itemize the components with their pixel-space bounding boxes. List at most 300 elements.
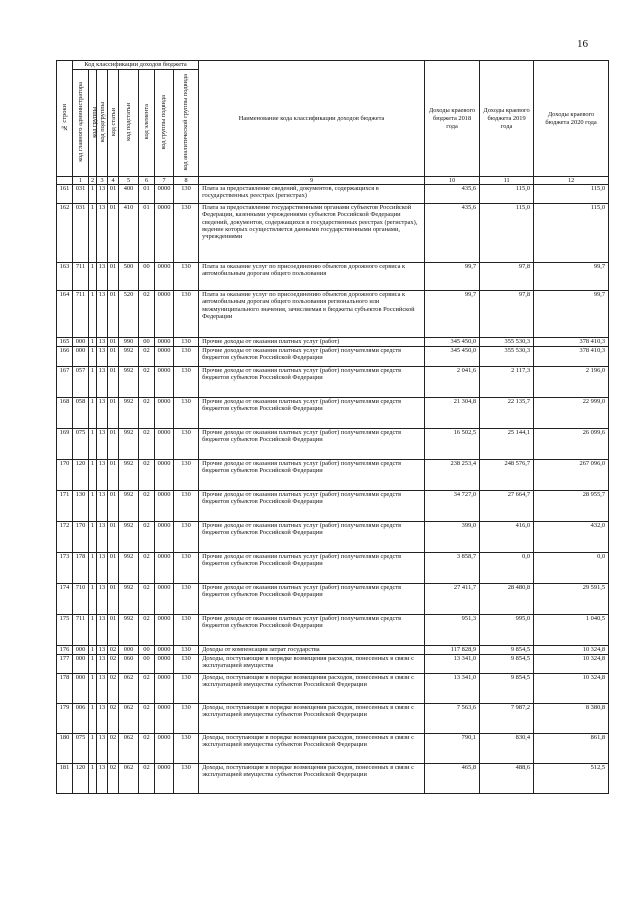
- value-2020: 512,5: [534, 764, 609, 794]
- table-row: [57, 204, 609, 263]
- code-cell: 13: [97, 398, 108, 429]
- col-num: 11: [480, 177, 534, 185]
- value-2018: 951,3: [425, 615, 480, 646]
- value-2019: 0,0: [480, 553, 534, 584]
- code-cell: 13: [97, 522, 108, 553]
- code-cell: 120: [73, 460, 89, 491]
- code-cell: 02: [139, 522, 155, 553]
- col-num: 10: [425, 177, 480, 185]
- row-number: 166: [57, 347, 73, 367]
- value-2020: 10 324,8: [534, 655, 609, 674]
- value-2020: 115,0: [534, 204, 609, 263]
- code-cell: 060: [119, 655, 139, 674]
- header-subtype-group-code: код группы подвида: [155, 70, 174, 177]
- code-cell: 130: [174, 429, 199, 460]
- table-row: [57, 347, 609, 367]
- code-cell: 057: [73, 367, 89, 398]
- code-cell: 031: [73, 185, 89, 204]
- header-admin-code: код главного администратора: [73, 70, 89, 177]
- value-2018: 99,7: [425, 263, 480, 291]
- code-cell: 00: [139, 646, 155, 655]
- code-cell: 13: [97, 460, 108, 491]
- value-2020: 10 324,8: [534, 674, 609, 704]
- code-cell: 992: [119, 491, 139, 522]
- code-cell: 02: [108, 764, 119, 794]
- code-cell: 01: [108, 615, 119, 646]
- table-row: [57, 263, 609, 291]
- code-cell: 062: [119, 674, 139, 704]
- table-body: [57, 185, 609, 794]
- code-cell: 13: [97, 429, 108, 460]
- value-2019: 830,4: [480, 734, 534, 764]
- value-2019: 115,0: [480, 185, 534, 204]
- code-cell: 02: [108, 734, 119, 764]
- code-cell: 130: [174, 491, 199, 522]
- income-name: Прочие доходы от оказания платных услуг (работ) получателями средств бюджетов субъектов Российской Федерации: [199, 347, 425, 367]
- row-number: 162: [57, 204, 73, 263]
- code-cell: 006: [73, 704, 89, 734]
- code-cell: 13: [97, 338, 108, 347]
- code-cell: 130: [174, 347, 199, 367]
- value-2019: 9 854,5: [480, 646, 534, 655]
- income-name: Доходы, поступающие в порядке возмещения расходов, понесенных в связи с эксплуатацией имущества субъектов Российской Федерации: [199, 674, 425, 704]
- code-cell: 000: [73, 338, 89, 347]
- row-number: 168: [57, 398, 73, 429]
- value-2018: 27 411,7: [425, 584, 480, 615]
- code-cell: 400: [119, 185, 139, 204]
- code-cell: 1: [89, 655, 97, 674]
- table-row: [57, 734, 609, 764]
- code-cell: 02: [139, 347, 155, 367]
- code-cell: 992: [119, 347, 139, 367]
- code-cell: 178: [73, 553, 89, 584]
- code-cell: 13: [97, 674, 108, 704]
- column-numbering-row: [57, 177, 609, 185]
- code-cell: 130: [174, 338, 199, 347]
- code-cell: 130: [174, 398, 199, 429]
- code-cell: 0000: [155, 553, 174, 584]
- code-cell: 0000: [155, 734, 174, 764]
- col-num: [57, 177, 73, 185]
- value-2020: 99,7: [534, 263, 609, 291]
- value-2020: 115,0: [534, 185, 609, 204]
- row-number: 170: [57, 460, 73, 491]
- code-cell: 1: [89, 734, 97, 764]
- value-2019: 2 117,3: [480, 367, 534, 398]
- value-2019: 248 576,7: [480, 460, 534, 491]
- code-cell: 1: [89, 764, 97, 794]
- code-cell: 130: [174, 655, 199, 674]
- value-2020: 22 999,0: [534, 398, 609, 429]
- row-number: 179: [57, 704, 73, 734]
- code-cell: 01: [108, 429, 119, 460]
- income-name: Доходы, поступающие в порядке возмещения расходов, понесенных в связи с эксплуатацией имущества: [199, 655, 425, 674]
- code-cell: 1: [89, 522, 97, 553]
- code-cell: 01: [108, 491, 119, 522]
- value-2019: 9 854,5: [480, 674, 534, 704]
- value-2018: 13 341,0: [425, 655, 480, 674]
- code-cell: 02: [108, 704, 119, 734]
- code-cell: 02: [139, 584, 155, 615]
- code-cell: 13: [97, 347, 108, 367]
- value-2019: 28 480,8: [480, 584, 534, 615]
- code-cell: 130: [174, 615, 199, 646]
- value-2018: 34 727,0: [425, 491, 480, 522]
- code-cell: 130: [174, 646, 199, 655]
- value-2018: 435,6: [425, 185, 480, 204]
- code-cell: 130: [174, 367, 199, 398]
- code-cell: 02: [139, 674, 155, 704]
- code-cell: 02: [108, 646, 119, 655]
- value-2019: 488,6: [480, 764, 534, 794]
- table-row: [57, 522, 609, 553]
- code-cell: 1: [89, 553, 97, 584]
- code-cell: 992: [119, 584, 139, 615]
- code-cell: 01: [139, 204, 155, 263]
- page-number: 16: [577, 38, 588, 50]
- code-cell: 1: [89, 185, 97, 204]
- code-cell: 000: [73, 674, 89, 704]
- code-cell: 130: [174, 584, 199, 615]
- value-2018: 3 858,7: [425, 553, 480, 584]
- code-cell: 992: [119, 429, 139, 460]
- code-cell: 13: [97, 584, 108, 615]
- table-row: [57, 367, 609, 398]
- header-group-code: код группы: [89, 70, 97, 177]
- code-cell: 1: [89, 584, 97, 615]
- code-cell: 13: [97, 204, 108, 263]
- header-analytic-group-code: код аналитической группы подвида: [174, 70, 199, 177]
- income-name: Прочие доходы от оказания платных услуг (работ) получателями средств бюджетов субъектов Российской Федерации: [199, 615, 425, 646]
- code-cell: 1: [89, 646, 97, 655]
- table-row: [57, 460, 609, 491]
- code-cell: 1: [89, 263, 97, 291]
- header-classification-group: Код классификации доходов бюджета: [73, 61, 199, 70]
- code-cell: 992: [119, 367, 139, 398]
- code-cell: 13: [97, 646, 108, 655]
- col-num: 5: [119, 177, 139, 185]
- code-cell: 130: [174, 734, 199, 764]
- table-row: [57, 553, 609, 584]
- income-name: Прочие доходы от оказания платных услуг (работ) получателями средств бюджетов субъектов Российской Федерации: [199, 553, 425, 584]
- code-cell: 710: [73, 584, 89, 615]
- value-2020: 29 591,5: [534, 584, 609, 615]
- row-number: 165: [57, 338, 73, 347]
- value-2018: 7 563,6: [425, 704, 480, 734]
- code-cell: 410: [119, 204, 139, 263]
- code-cell: 130: [174, 460, 199, 491]
- code-cell: 0000: [155, 338, 174, 347]
- col-num: 6: [139, 177, 155, 185]
- code-cell: 0000: [155, 185, 174, 204]
- code-cell: 130: [174, 185, 199, 204]
- code-cell: 711: [73, 291, 89, 338]
- income-name: Доходы от компенсации затрат государства: [199, 646, 425, 655]
- code-cell: 13: [97, 367, 108, 398]
- value-2018: 790,1: [425, 734, 480, 764]
- value-2020: 26 099,6: [534, 429, 609, 460]
- code-cell: 02: [139, 291, 155, 338]
- code-cell: 062: [119, 764, 139, 794]
- income-name: Прочие доходы от оказания платных услуг (работ) получателями средств бюджетов субъектов Российской Федерации: [199, 460, 425, 491]
- code-cell: 02: [139, 491, 155, 522]
- value-2020: 28 955,7: [534, 491, 609, 522]
- code-cell: 0000: [155, 584, 174, 615]
- code-cell: 02: [139, 615, 155, 646]
- table-row: [57, 674, 609, 704]
- value-2018: 399,0: [425, 522, 480, 553]
- code-cell: 1: [89, 674, 97, 704]
- value-2018: 13 341,0: [425, 674, 480, 704]
- code-cell: 1: [89, 398, 97, 429]
- value-2019: 9 854,5: [480, 655, 534, 674]
- income-name: Плата за предоставление государственными органами субъектов Российской Федерации, казенными учреждениями субъектов Российской Федерации сведений, документов, содержащихся в государственных реестрах (регистрах), ведение которых осуществляется данными государственными органами, учреждениями: [199, 204, 425, 263]
- row-number: 180: [57, 734, 73, 764]
- code-cell: 000: [73, 646, 89, 655]
- income-name: Прочие доходы от оказания платных услуг (работ) получателями средств бюджетов субъектов Российской Федерации: [199, 491, 425, 522]
- value-2018: 435,6: [425, 204, 480, 263]
- code-cell: 0000: [155, 263, 174, 291]
- code-cell: 992: [119, 553, 139, 584]
- code-cell: 01: [108, 398, 119, 429]
- table-row: [57, 429, 609, 460]
- table-row: [57, 704, 609, 734]
- code-cell: 000: [73, 347, 89, 367]
- code-cell: 01: [108, 338, 119, 347]
- code-cell: 120: [73, 764, 89, 794]
- income-name: Прочие доходы от оказания платных услуг (работ): [199, 338, 425, 347]
- code-cell: 13: [97, 263, 108, 291]
- value-2019: 995,0: [480, 615, 534, 646]
- code-cell: 1: [89, 291, 97, 338]
- header-2019: Доходы краевого бюджета 2019 года: [480, 61, 534, 177]
- code-cell: 0000: [155, 615, 174, 646]
- income-name: Прочие доходы от оказания платных услуг (работ) получателями средств бюджетов субъектов Российской Федерации: [199, 398, 425, 429]
- code-cell: 01: [108, 185, 119, 204]
- income-name: Доходы, поступающие в порядке возмещения расходов, понесенных в связи с эксплуатацией имущества субъектов Российской Федерации: [199, 704, 425, 734]
- code-cell: 000: [119, 646, 139, 655]
- code-cell: 00: [139, 338, 155, 347]
- code-cell: 075: [73, 734, 89, 764]
- code-cell: 992: [119, 398, 139, 429]
- value-2020: 2 196,0: [534, 367, 609, 398]
- code-cell: 0000: [155, 367, 174, 398]
- code-cell: 130: [174, 204, 199, 263]
- code-cell: 02: [139, 704, 155, 734]
- code-cell: 130: [174, 704, 199, 734]
- code-cell: 130: [174, 674, 199, 704]
- row-number: 173: [57, 553, 73, 584]
- code-cell: 0000: [155, 522, 174, 553]
- value-2018: 16 502,5: [425, 429, 480, 460]
- code-cell: 992: [119, 460, 139, 491]
- header-element-code: код элемента: [139, 70, 155, 177]
- col-num: 1: [73, 177, 89, 185]
- code-cell: 1: [89, 204, 97, 263]
- code-cell: 711: [73, 263, 89, 291]
- code-cell: 02: [139, 398, 155, 429]
- code-cell: 711: [73, 615, 89, 646]
- value-2020: 378 410,3: [534, 338, 609, 347]
- code-cell: 1: [89, 429, 97, 460]
- row-number: 164: [57, 291, 73, 338]
- value-2019: 7 987,2: [480, 704, 534, 734]
- row-number: 167: [57, 367, 73, 398]
- table-row: [57, 646, 609, 655]
- code-cell: 990: [119, 338, 139, 347]
- income-name: Плата за предоставление сведений, документов, содержащихся в государственных реестрах (регистрах): [199, 185, 425, 204]
- code-cell: 00: [139, 655, 155, 674]
- row-number: 169: [57, 429, 73, 460]
- code-cell: 02: [139, 367, 155, 398]
- code-cell: 0000: [155, 347, 174, 367]
- value-2018: 99,7: [425, 291, 480, 338]
- code-cell: 0000: [155, 674, 174, 704]
- code-cell: 0000: [155, 398, 174, 429]
- value-2018: 465,8: [425, 764, 480, 794]
- income-name: Прочие доходы от оказания платных услуг (работ) получателями средств бюджетов субъектов Российской Федерации: [199, 522, 425, 553]
- col-num: 12: [534, 177, 609, 185]
- value-2018: 2 041,6: [425, 367, 480, 398]
- value-2020: 1 040,5: [534, 615, 609, 646]
- income-name: Плата за оказание услуг по присоединению объектов дорожного сервиса к автомобильным дорогам общего пользования: [199, 263, 425, 291]
- code-cell: 01: [108, 460, 119, 491]
- header-2018: Доходы краевого бюджета 2018 года: [425, 61, 480, 177]
- code-cell: 01: [108, 204, 119, 263]
- code-cell: 1: [89, 460, 97, 491]
- code-cell: 1: [89, 704, 97, 734]
- row-number: 178: [57, 674, 73, 704]
- value-2020: 432,0: [534, 522, 609, 553]
- code-cell: 1: [89, 347, 97, 367]
- code-cell: 062: [119, 734, 139, 764]
- code-cell: 130: [73, 491, 89, 522]
- code-cell: 130: [174, 553, 199, 584]
- code-cell: 02: [108, 655, 119, 674]
- value-2019: 25 144,1: [480, 429, 534, 460]
- col-num: 7: [155, 177, 174, 185]
- value-2020: 8 380,8: [534, 704, 609, 734]
- table-row: [57, 291, 609, 338]
- code-cell: 500: [119, 263, 139, 291]
- col-num: 9: [199, 177, 425, 185]
- code-cell: 130: [174, 764, 199, 794]
- row-number: 176: [57, 646, 73, 655]
- row-number: 171: [57, 491, 73, 522]
- code-cell: 0000: [155, 646, 174, 655]
- table-row: [57, 185, 609, 204]
- header-name: Наименование кода классификации доходов бюджета: [199, 61, 425, 177]
- code-cell: 01: [108, 367, 119, 398]
- value-2020: 378 410,3: [534, 347, 609, 367]
- col-num: 8: [174, 177, 199, 185]
- value-2018: 345 450,0: [425, 338, 480, 347]
- code-cell: 058: [73, 398, 89, 429]
- value-2019: 97,8: [480, 291, 534, 338]
- code-cell: 02: [139, 553, 155, 584]
- table-row: [57, 615, 609, 646]
- code-cell: 13: [97, 764, 108, 794]
- value-2019: 416,0: [480, 522, 534, 553]
- table-row: [57, 655, 609, 674]
- code-cell: 02: [108, 674, 119, 704]
- code-cell: 13: [97, 185, 108, 204]
- value-2020: 99,7: [534, 291, 609, 338]
- col-num: 2: [89, 177, 97, 185]
- row-number: 161: [57, 185, 73, 204]
- value-2020: 267 096,0: [534, 460, 609, 491]
- code-cell: 13: [97, 615, 108, 646]
- value-2019: 22 135,7: [480, 398, 534, 429]
- code-cell: 01: [108, 347, 119, 367]
- header-subgroup-code: код подгруппы: [97, 70, 108, 177]
- code-cell: 02: [139, 734, 155, 764]
- header-subarticle-code: код подстатьи: [119, 70, 139, 177]
- code-cell: 13: [97, 553, 108, 584]
- code-cell: 0000: [155, 291, 174, 338]
- code-cell: 0000: [155, 764, 174, 794]
- code-cell: 02: [139, 460, 155, 491]
- table-row: [57, 584, 609, 615]
- code-cell: 0000: [155, 204, 174, 263]
- value-2018: 345 450,0: [425, 347, 480, 367]
- col-num: 4: [108, 177, 119, 185]
- income-name: Прочие доходы от оказания платных услуг (работ) получателями средств бюджетов субъектов Российской Федерации: [199, 429, 425, 460]
- row-number: 181: [57, 764, 73, 794]
- value-2019: 355 530,3: [480, 338, 534, 347]
- code-cell: 0000: [155, 429, 174, 460]
- value-2018: 117 828,9: [425, 646, 480, 655]
- code-cell: 00: [139, 263, 155, 291]
- value-2019: 115,0: [480, 204, 534, 263]
- value-2020: 861,8: [534, 734, 609, 764]
- value-2019: 355 530,3: [480, 347, 534, 367]
- income-name: Прочие доходы от оказания платных услуг (работ) получателями средств бюджетов субъектов Российской Федерации: [199, 584, 425, 615]
- income-name: Плата за оказание услуг по присоединению объектов дорожного сервиса к автомобильным дорогам общего пользования регионального или межмуниципального значения, зачисляемая в бюджеты субъектов Российской Федерации: [199, 291, 425, 338]
- header-2020: Доходы краевого бюджета 2020 года: [534, 61, 609, 177]
- code-cell: 02: [139, 764, 155, 794]
- value-2018: 21 304,8: [425, 398, 480, 429]
- code-cell: 130: [174, 291, 199, 338]
- income-name: Доходы, поступающие в порядке возмещения расходов, понесенных в связи с эксплуатацией имущества субъектов Российской Федерации: [199, 764, 425, 794]
- header-row-number: № строки: [57, 61, 73, 177]
- code-cell: 000: [73, 655, 89, 674]
- code-cell: 062: [119, 704, 139, 734]
- code-cell: 170: [73, 522, 89, 553]
- code-cell: 992: [119, 615, 139, 646]
- code-cell: 1: [89, 367, 97, 398]
- code-cell: 130: [174, 522, 199, 553]
- code-cell: 01: [139, 185, 155, 204]
- code-cell: 01: [108, 263, 119, 291]
- table-row: [57, 491, 609, 522]
- code-cell: 13: [97, 291, 108, 338]
- code-cell: 520: [119, 291, 139, 338]
- row-number: 174: [57, 584, 73, 615]
- code-cell: 13: [97, 704, 108, 734]
- code-cell: 01: [108, 553, 119, 584]
- code-cell: 130: [174, 263, 199, 291]
- code-cell: 01: [108, 584, 119, 615]
- value-2018: 238 253,4: [425, 460, 480, 491]
- value-2019: 27 664,7: [480, 491, 534, 522]
- code-cell: 0000: [155, 704, 174, 734]
- code-cell: 01: [108, 291, 119, 338]
- value-2020: 0,0: [534, 553, 609, 584]
- code-cell: 0000: [155, 491, 174, 522]
- table-row: [57, 764, 609, 794]
- row-number: 175: [57, 615, 73, 646]
